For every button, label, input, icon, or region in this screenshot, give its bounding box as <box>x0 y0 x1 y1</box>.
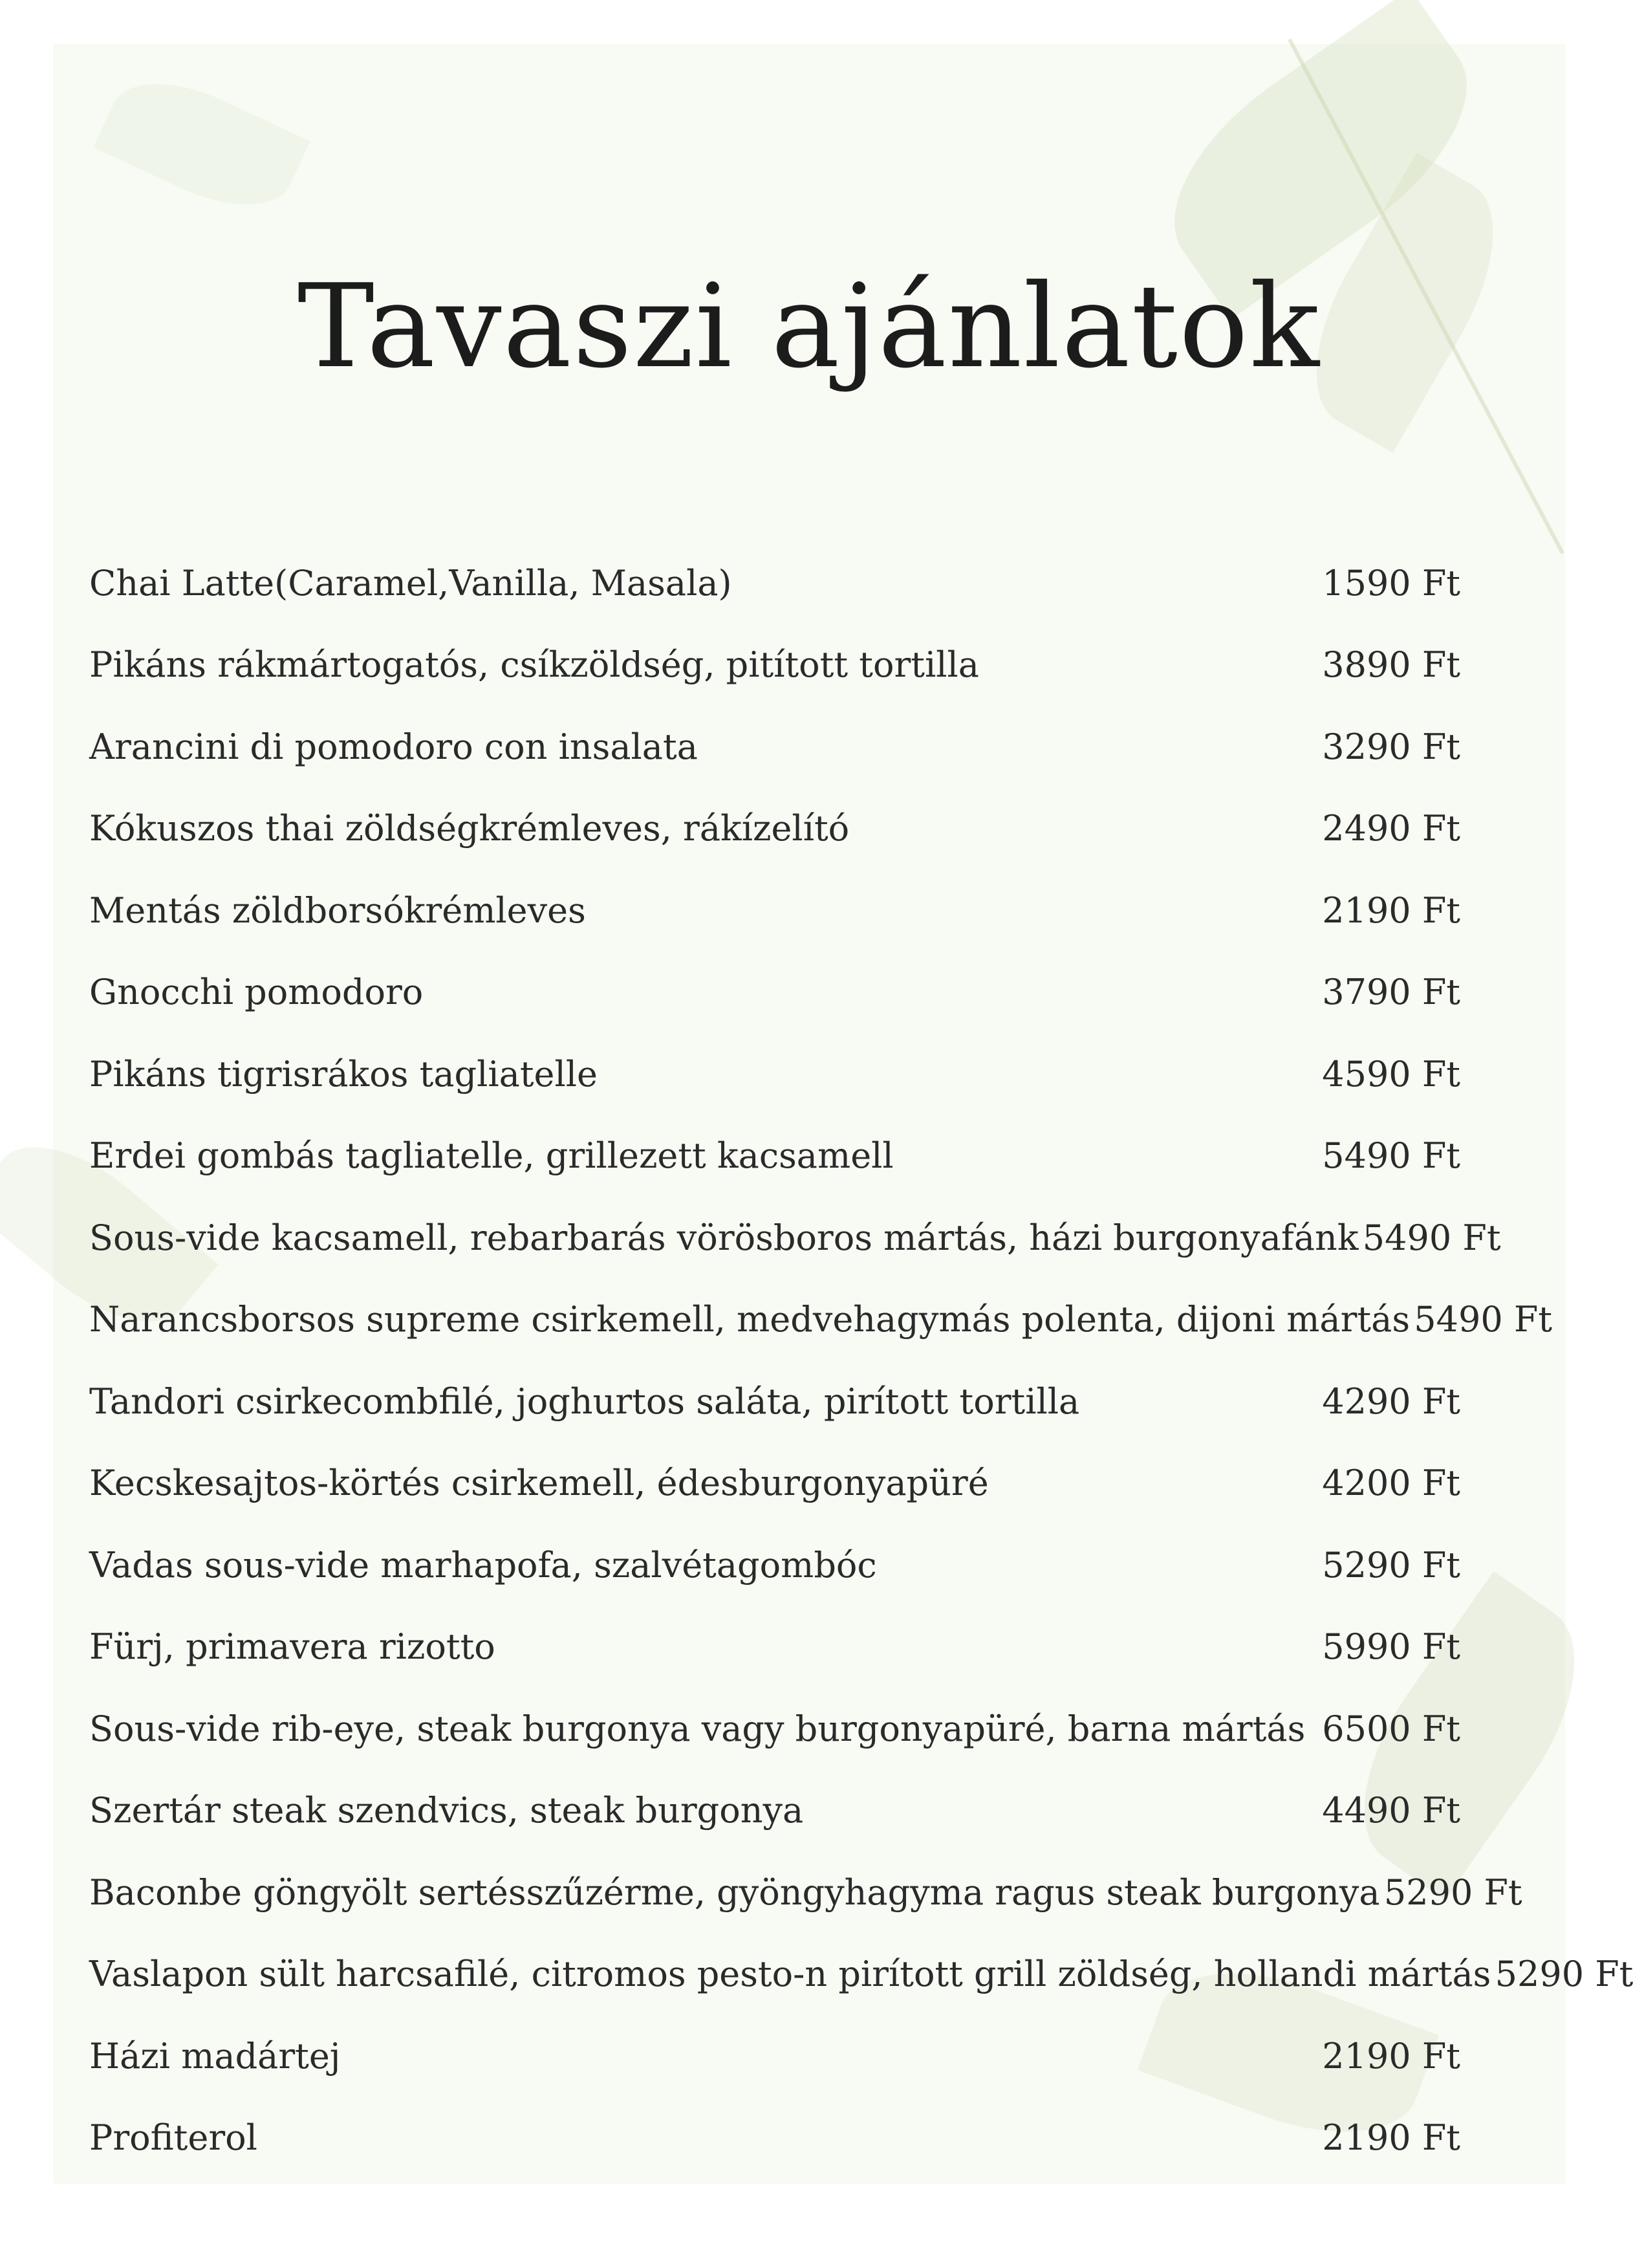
item-name: Fürj, primavera rizotto <box>89 1626 495 1668</box>
item-price: 3290 Ft <box>1322 726 1460 767</box>
menu-item <box>89 1360 1460 1443</box>
menu-item <box>89 952 1460 1034</box>
menu-item <box>89 1033 1460 1115</box>
item-price: 3890 Ft <box>1322 644 1460 686</box>
item-price: 4290 Ft <box>1322 1380 1460 1422</box>
item-name: Pikáns tigrisrákos tagliatelle <box>89 1053 598 1095</box>
item-price: 5490 Ft <box>1322 1135 1460 1177</box>
item-price: 5290 Ft <box>1322 1544 1460 1586</box>
item-name: Vaslapon sült harcsafilé, citromos pesto-n pirított grill zöldség, hollandi mártás <box>89 1954 1491 1995</box>
item-name: Sous-vide rib-eye, steak burgonya vagy burgonyapüré, barna mártás <box>89 1708 1306 1749</box>
item-price: 5990 Ft <box>1322 1626 1460 1668</box>
menu-item <box>89 1934 1633 2016</box>
menu-item <box>89 1606 1460 1688</box>
item-name: Gnocchi pomodoro <box>89 972 424 1013</box>
item-price: 5290 Ft <box>1495 1954 1633 1995</box>
item-price: 3790 Ft <box>1322 972 1460 1013</box>
item-price: 5490 Ft <box>1414 1299 1553 1340</box>
menu-list <box>89 542 1633 2179</box>
item-price: 5490 Ft <box>1362 1217 1501 1258</box>
item-name: Erdei gombás tagliatelle, grillezett kacsamell <box>89 1135 894 1177</box>
item-price: 2190 Ft <box>1322 2035 1460 2077</box>
leaf-decoration <box>93 60 310 230</box>
item-name: Narancsborsos supreme csirkemell, medvehagymás polenta, dijoni mártás <box>89 1299 1411 1340</box>
menu-item <box>89 1279 1553 1361</box>
item-name: Pikáns rákmártogatós, csíkzöldség, pitított tortilla <box>89 644 979 686</box>
item-name: Mentás zöldborsókrémleves <box>89 889 586 931</box>
item-name: Sous-vide kacsamell, rebarbarás vörösboros mártás, házi burgonyafánk <box>89 1217 1359 1258</box>
item-name: Profiterol <box>89 2117 257 2159</box>
menu-item <box>89 869 1460 952</box>
item-price: 2190 Ft <box>1322 889 1460 931</box>
item-price: 1590 Ft <box>1322 562 1460 604</box>
item-name: Chai Latte(Caramel,Vanilla, Masala) <box>89 562 732 604</box>
menu-item <box>89 2097 1460 2179</box>
menu-item <box>89 542 1460 624</box>
item-price: 6500 Ft <box>1322 1708 1460 1749</box>
item-name: Házi madártej <box>89 2035 341 2077</box>
menu-item <box>89 788 1460 870</box>
menu-item <box>89 1115 1460 1197</box>
item-name: Tandori csirkecombfilé, joghurtos saláta, pirított tortilla <box>89 1380 1080 1422</box>
item-name: Baconbe göngyölt sertésszűzérme, gyöngyhagyma ragus steak burgonya <box>89 1871 1380 1913</box>
menu-item <box>89 624 1460 706</box>
menu-item <box>89 1851 1522 1934</box>
menu-item <box>89 1770 1460 1852</box>
menu-item <box>89 1197 1501 1279</box>
item-name: Arancini di pomodoro con insalata <box>89 726 698 767</box>
item-price: 2490 Ft <box>1322 808 1460 849</box>
menu-item <box>89 2015 1460 2097</box>
item-price: 4200 Ft <box>1322 1463 1460 1504</box>
item-price: 4490 Ft <box>1322 1790 1460 1831</box>
menu-item <box>89 1443 1460 1525</box>
menu-item <box>89 706 1460 788</box>
menu-item <box>89 1524 1460 1606</box>
item-name: Kecskesajtos-körtés csirkemell, édesburgonyapüré <box>89 1463 989 1504</box>
item-price: 5290 Ft <box>1383 1871 1522 1913</box>
item-price: 4590 Ft <box>1322 1053 1460 1095</box>
menu-item <box>89 1688 1460 1770</box>
item-price: 2190 Ft <box>1322 2117 1460 2159</box>
menu-sheet <box>53 44 1633 2184</box>
item-name: Szertár steak szendvics, steak burgonya <box>89 1790 804 1831</box>
page-title: Tavaszi ajánlatok <box>297 259 1321 393</box>
item-name: Kókuszos thai zöldségkrémleves, rákízelító <box>89 808 850 849</box>
item-name: Vadas sous-vide marhapofa, szalvétagombóc <box>89 1544 877 1586</box>
